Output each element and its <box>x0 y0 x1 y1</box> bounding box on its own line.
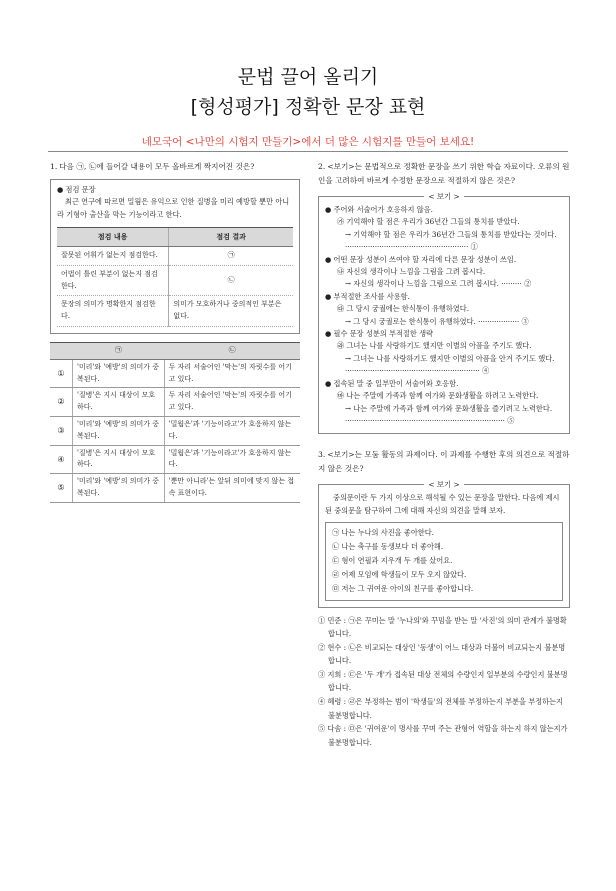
table-row: 문장의 의미가 명확한지 점검한다. 의미가 모호하거나 중의적인 부분은 없다. <box>57 296 293 327</box>
answer-option-1[interactable]: ① '미리'와 '예방'의 의미가 중복된다. 두 자리 서술어인 '막는'의 자릿수를 어기고 있다. <box>50 359 300 388</box>
answer-option-1[interactable]: → 기억해야 할 점은 우리가 36년간 그들의 통치를 받았다는 것이다. ······················································ ① <box>345 229 557 252</box>
question-3-choices <box>318 614 570 750</box>
answer-option-2[interactable]: ② '질병'은 지시 대상이 모호하다. 두 자리 서술어인 '막는'의 자릿수를 어기고 있다. <box>50 388 300 417</box>
page-title: 문법 끌어 올리기 <box>237 66 379 88</box>
passage-sentence: 최근 연구에 따르면 밀웜은 유익으로 인한 질병을 미리 예방할 뿐만 아니라 기형아 출산을 막는 기능이라고 한다. <box>57 197 290 219</box>
list-item: ● 어떤 문장 성분이 쓰여야 할 자리에 다른 문장 성분이 쓰임. ㉯ 자신의 생각이나 느낌을 그림을 그려 봅시다. → 자신의 생각이나 느낌을 그림으로 그려 봅시다. ········· ② <box>325 254 563 291</box>
table-row: 어법이 틀린 부분이 없는지 점검한다. ㉡ <box>57 265 293 296</box>
example-sentences <box>325 522 563 601</box>
question-2-stem: 2. <보기>는 문법적으로 정확한 문장을 쓰기 위한 학습 자료이다. 오류의 원인을 고려하여 바르게 수정한 문장으로 적절하지 않은 것은? <box>318 162 570 185</box>
answer-option-4[interactable]: → 그녀는 나를 사랑하기도 했지만 이별의 아픔을 안겨 주기도 했다. ··························································· ④ <box>345 353 555 376</box>
check-table-header: 점검 결과 <box>169 228 293 247</box>
answer-option-5[interactable]: ⑤ '미리'와 '예방'의 의미가 중복된다. '뿐만 아니라'는 앞뒤 의미에 맞지 않는 접속 표현이다. <box>50 474 300 503</box>
answer-option-5[interactable]: ⑤ 다솜 : ㉤은 '귀여운'이 명사를 꾸며 주는 관형어 역할을 하는지 하지 않는지가 불분명합니다. <box>318 724 568 747</box>
answer-option-4[interactable]: ④ '질병'은 지시 대상이 모호하다. '밀웜은'과 '기능이라고'가 호응하지 않는다. <box>50 445 300 474</box>
passage-heading: ● 점검 문장 <box>57 184 96 194</box>
question-3-stem: 3. <보기>는 모둠 활동의 과제이다. 이 과제를 수행한 후의 의견으로 적절하지 않은 것은? <box>318 450 570 473</box>
list-item: ㉢ 형이 연필과 지우개 두 개를 샀어요. <box>332 555 453 565</box>
answer-option-2[interactable]: → 자신의 생각이나 느낌을 그림으로 그려 봅시다. ········· ② <box>345 279 532 289</box>
header-divider <box>48 151 568 152</box>
list-item: ㉡ 나는 축구를 동생보다 더 좋아해. <box>332 541 444 551</box>
answer-option-1[interactable]: ① 민준 : ㉠은 꾸미는 말 '누나의'와 꾸밈을 받는 말 '사진'의 의미 관계가 불명확합니다. <box>318 615 567 639</box>
answer-option-4[interactable]: ④ 혜령 : ㉣은 부정하는 범이 '학생들'의 전체를 부정하는지 부분을 부정하는지 불분명합니다. <box>318 697 563 720</box>
answer-option-5[interactable]: → 나는 주말에 가족과 함께 여가와 문화생활을 즐기려고 노력한다. ······································································ ⑤ <box>345 403 553 425</box>
box-label: < 보기 > <box>424 192 463 201</box>
list-item: ㉤ 저는 그 귀여운 아이의 친구를 좋아합니다. <box>332 584 474 594</box>
list-item: ● 접속된 말 중 일부만이 서술어와 호응함. ㉲ 나는 주말에 가족과 함께 여가와 문화생활을 하려고 노력한다. → 나는 주말에 가족과 함께 여가와 문화생활을 즐기려고 노력한다. ······································································ ⑤ <box>325 378 563 428</box>
answer-option-2[interactable]: ② 현수 : ㉡은 비교되는 대상인 '동생'이 어느 대상과 더불어 비교되는지 불분명합니다. <box>318 642 566 666</box>
list-item: ㉠ 나는 누나의 사진을 좋아한다. <box>332 527 434 537</box>
question-2-3-column <box>318 160 570 749</box>
answer-option-3[interactable]: ③ '미리'와 '예방'의 의미가 중복된다. '밀웜은'과 '기능이라고'가 호응하지 않는다. <box>50 417 300 446</box>
list-item: ● 필수 문장 성분의 부적절한 생략 ㉱ 그녀는 나를 사랑하기도 했지만 이별의 아픔을 주기도 했다. → 그녀는 나를 사랑하기도 했지만 이별의 아픔을 안겨 주기도 했다. ··························································· ④ <box>325 328 563 378</box>
page-subtitle: [형성평가] 정확한 문장 표현 <box>190 96 426 118</box>
list-item: ㉣ 어제 모임에 학생들이 모두 오지 않았다. <box>332 570 467 580</box>
question-3-box <box>318 480 570 607</box>
list-item: ● 부적절한 조사를 사용함. ㉰ 그 당시 궁궐에는 한식통이 유행하였다. → 그 당시 궁궐로는 한식통이 유행하였다. ·················· ③ <box>325 291 563 328</box>
question-1 <box>50 160 300 503</box>
answer-option-3[interactable]: → 그 당시 궁궐로는 한식통이 유행하였다. ·················· ③ <box>345 316 529 326</box>
table-row: 잘못된 어휘가 없는지 점검한다. ㉠ <box>57 247 293 266</box>
answer-option-3[interactable]: ③ 지희 : ㉢은 '두 개'가 접속된 대상 전체의 수량인지 일부분의 수량인지 불분명합니다. <box>318 669 568 693</box>
question-1-passage-box <box>50 179 300 335</box>
question-1-stem: 1. 다음 ㉠, ㉡에 들어갈 내용이 모두 올바르게 짝지어진 것은? <box>50 162 255 171</box>
check-table-header: 점검 내용 <box>57 228 169 247</box>
question-1-options-table: ㉠ ㉡ ① '미리'와 '예방'의 의미가 중복된다. 두 자리 서술어인 '막는'의 자릿수를 어기고 있다. ② '질병'은 지시 대상이 모호하다. 두 자리 서술어인 '막는'의 자릿수를 어기고 있다. ③ '미리'와 '예방'의 의미가 중복된다. '밀웜은'과 '기능이라고'가 호응하지 않는다. ④ '질병'은 지시 대상이 모호하다. '밀웜은'과 '기능이라고'가 호응하지 않는다. ⑤ '미리'와 '예방'의 의미가 중복된다. '뿐만 아니라'는 앞뒤 의미에 맞지 않는 접속 표현이다. <box>50 342 300 503</box>
check-table <box>57 227 293 327</box>
list-item: ● 주어와 서술어가 호응하지 않음. ㉮ 기억해야 할 점은 우리가 36년간 그들의 통치를 받았다. → 기억해야 할 점은 우리가 36년간 그들의 통치를 받았다는 것이다. ······················································ ① <box>325 204 563 254</box>
promo-banner[interactable]: 네모국어 <나만의 시험지 만들기>에서 더 많은 시험지를 만들어 보세요! <box>141 136 475 148</box>
box-intro: 중의문이란 두 가지 이상으로 해석될 수 있는 문장을 말한다. 다음에 제시된 중의문을 탐구하여 그에 대해 자신의 의견을 말해 보자. <box>325 493 560 515</box>
question-2-box <box>318 192 570 434</box>
box-label: < 보기 > <box>424 480 463 489</box>
